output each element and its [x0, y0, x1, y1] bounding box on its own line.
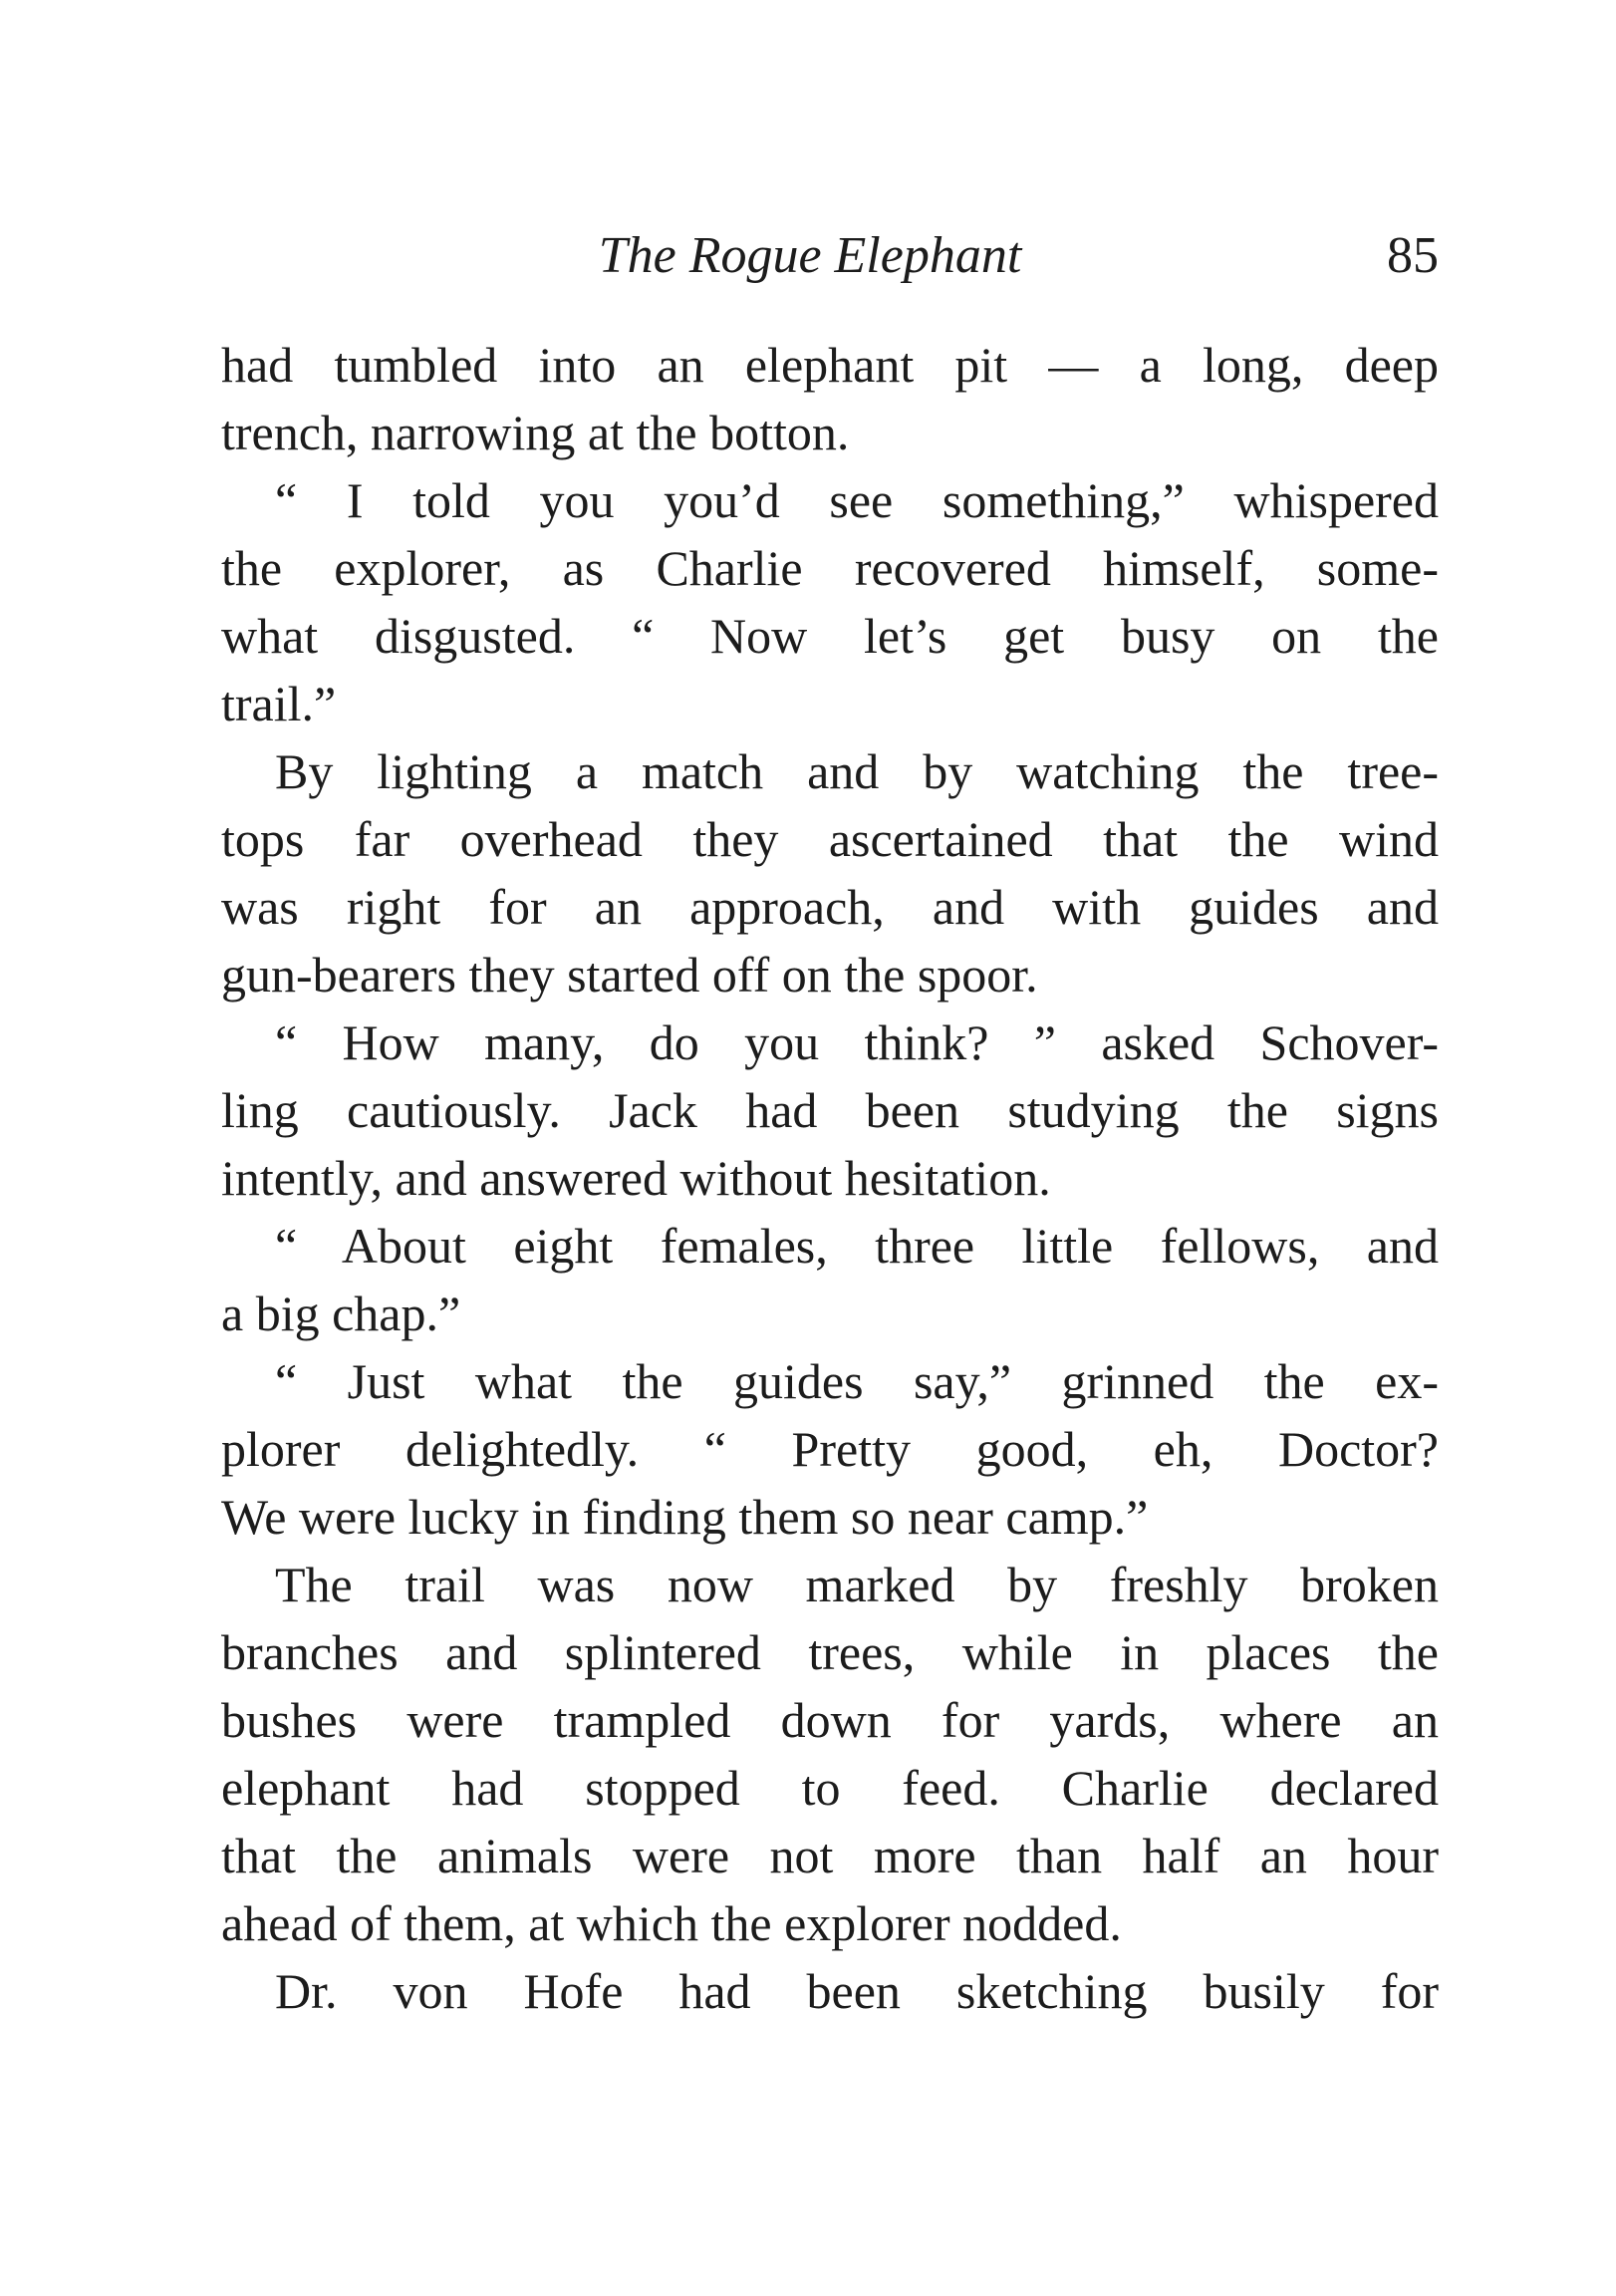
- text-line: ling cautiously. Jack had been studying the signs: [221, 1082, 1439, 1138]
- text-line: that the animals were not more than half an hour: [221, 1828, 1439, 1883]
- text-line: what disgusted. “ Now let’s get busy on the: [221, 608, 1439, 664]
- text-line: had tumbled into an elephant pit — a long, deep: [221, 337, 1439, 393]
- text-line: “ How many, do you think? ” asked Schover-: [275, 1014, 1439, 1070]
- running-head: [221, 221, 1439, 291]
- page-number: 85: [1387, 227, 1439, 284]
- text-line: trench, narrowing at the botton.: [221, 405, 850, 460]
- text-line: plorer delightedly. “ Pretty good, eh, Doctor?: [221, 1421, 1439, 1477]
- text-line: “ About eight females, three little fellows, and: [275, 1218, 1439, 1274]
- text-line: tops far overhead they ascertained that the wind: [221, 811, 1439, 867]
- text-line: gun-bearers they started off on the spoor.: [221, 947, 1038, 1003]
- text-line: a big chap.”: [221, 1286, 461, 1341]
- body-text: [221, 331, 1439, 2025]
- text-line: “ Just what the guides say,” grinned the ex-: [275, 1353, 1439, 1409]
- text-line: By lighting a match and by watching the tree-: [275, 743, 1439, 799]
- text-line: Dr. von Hofe had been sketching busily for: [275, 1963, 1439, 2019]
- text-line: trail.”: [221, 676, 337, 731]
- text-line: “ I told you you’d see something,” whispered: [275, 472, 1439, 528]
- text-line: ahead of them, at which the explorer nodded.: [221, 1895, 1122, 1951]
- text-line: the explorer, as Charlie recovered himself, some-: [221, 540, 1439, 596]
- running-title: The Rogue Elephant: [598, 227, 1022, 284]
- text-line: was right for an approach, and with guides and: [221, 879, 1439, 935]
- text-line: intently, and answered without hesitation.: [221, 1150, 1051, 1206]
- text-line: elephant had stopped to feed. Charlie declared: [221, 1760, 1439, 1816]
- text-line: bushes were trampled down for yards, where an: [221, 1692, 1439, 1748]
- text-line: We were lucky in finding them so near camp.”: [221, 1489, 1149, 1545]
- text-line: branches and splintered trees, while in places the: [221, 1624, 1439, 1680]
- text-line: The trail was now marked by freshly broken: [275, 1557, 1439, 1612]
